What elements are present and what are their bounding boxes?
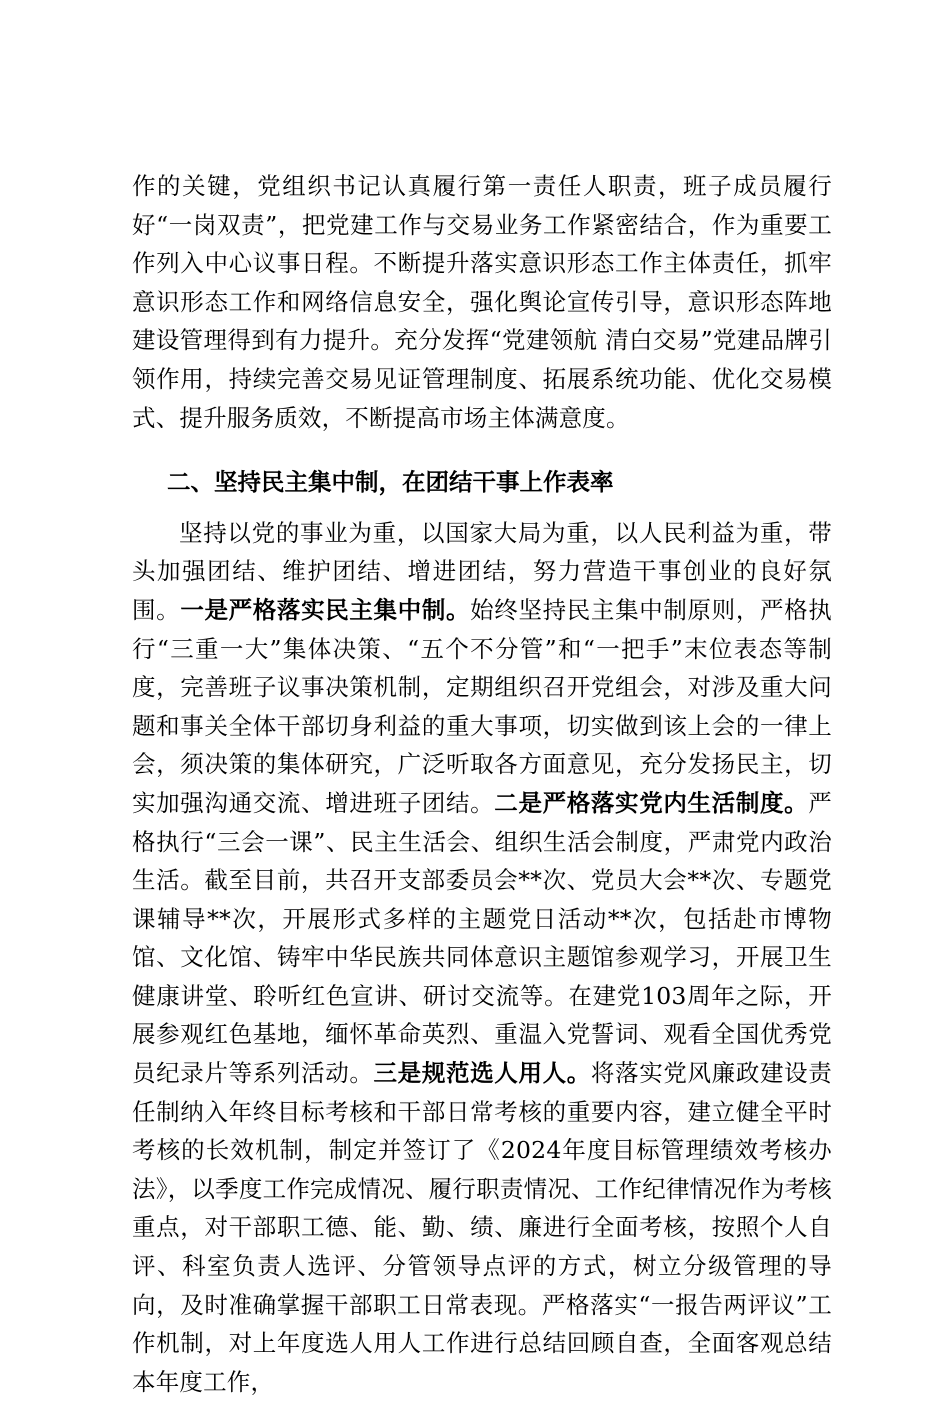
point-three-title: 三是规范选人用人。	[373, 1059, 591, 1088]
paragraph-party-building: 作的关键，党组织书记认真履行第一责任人职责，班子成员履行好“一岗双责”，把党建工作与交易业务工作紧密结合，作为重要工作列入中心议事日程。不断提升落实意识形态工作主体责任，抓牢意识形态工作和网络信息安全，强化舆论宣传引导，意识形态阵地建设管理得到有力提升。充分发挥“党建领航 清白交易”党建品牌引领作用，持续完善交易见证管理制度、拓展系统功能、优化交易模式、提升服务质效，不断提高市场主体满意度。	[132, 172, 832, 432]
paragraph-intro-text: 坚持以党的事业为重，以国家大局为重，以人民利益为重，带头加强团结、维护团结、增进团结，努力营造干事创业的良好氛围。	[132, 518, 832, 624]
point-one-body: 始终坚持民主集中制原则，严格执行“三重一大”集体决策、“五个不分管”和“一把手”末位表态等制度，完善班子议事决策机制，定期组织召开党组会，对涉及重大问题和事关全体干部切身利益的重大事项，切实做到该上会的一律上会，须决策的集体研究，广泛听取各方面意见，充分发扬民主，切实加强沟通交流、增进班子团结。	[132, 595, 832, 817]
document-page	[132, 167, 832, 1401]
point-one-title: 一是严格落实民主集中制。	[180, 595, 471, 624]
point-three-body: 将落实党风廉政建设责任制纳入年终目标考核和干部日常考核的重要内容，建立健全平时考核的长效机制，制定并签订了《2024年度目标管理绩效考核办法》，以季度工作完成情况、履行职责情况、工作纪律情况作为考核重点，对干部职工德、能、勤、绩、廉进行全面考核，按照个人自评、科室负责人选评、分管领导点评的方式，树立分级管理的导向，及时准确掌握干部职工日常表现。严格落实“一报告两评议”工作机制，对上年度选人用人工作进行总结回顾自查，全面客观总结本年度工作，	[132, 1059, 832, 1396]
point-two-body: 严格执行“三会一课”、民主生活会、组织生活会制度，严肃党内政治生活。截至目前，共召开支部委员会**次、党员大会**次、专题党课辅导**次，开展形式多样的主题党日活动**次，包括赴市博物馆、文化馆、铸牢中华民族共同体意识主题馆参观学习，开展卫生健康讲堂、聆听红色宣讲、研讨交流等。在建党103周年之际，开展参观红色基地，缅怀革命英烈、重温入党誓词、观看全国优秀党员纪录片等系列活动。	[132, 788, 832, 1088]
section-heading-democratic-centralism: 二、坚持民主集中制，在团结干事上作表率	[167, 468, 614, 497]
point-two-title: 二是严格落实党内生活制度。	[494, 788, 809, 817]
paragraph-unity	[132, 514, 832, 1401]
